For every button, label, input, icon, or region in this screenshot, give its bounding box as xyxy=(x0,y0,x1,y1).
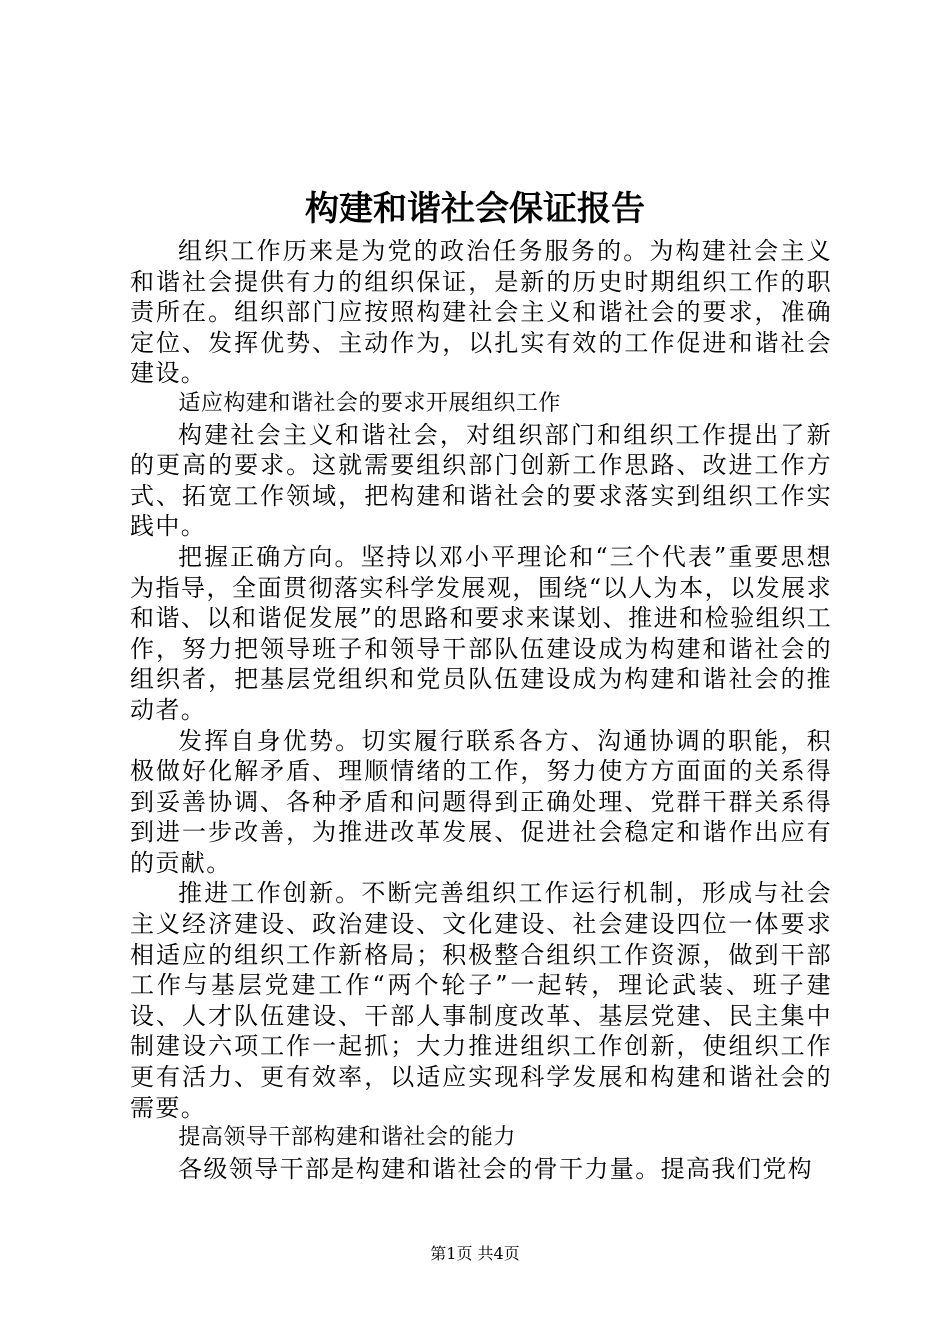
paragraph: 构建社会主义和谐社会，对组织部门和组织工作提出了新的更高的要求。这就需要组织部门创新工作思路、改进工作方式、拓宽工作领域，把构建和谐社会的要求落实到组织工作实践中。 xyxy=(130,420,832,541)
paragraph: 把握正确方向。坚持以邓小平理论和“三个代表”重要思想为指导，全面贯彻落实科学发展观，围绕“以人为本，以发展求和谐、以和谐促发展”的思路和要求来谋划、推进和检验组织工作，努力把领导班子和领导干部队伍建设成为构建和谐社会的组织者，把基层党组织和党员队伍建设成为构建和谐社会的推动者。 xyxy=(130,542,832,724)
section-heading: 提高领导干部构建和谐社会的能力 xyxy=(178,1125,516,1151)
document-title: 构建和谐社会保证报告 xyxy=(305,189,645,229)
paragraph: 发挥自身优势。切实履行联系各方、沟通协调的职能，积极做好化解矛盾、理顺情绪的工作，努力使方方面面的关系得到妥善协调、各种矛盾和问题得到正确处理、党群干群关系得到进一步改善，为推进改革发展、促进社会稳定和谐作出应有的贡献。 xyxy=(130,726,832,877)
paragraph: 推进工作创新。不断完善组织工作运行机制，形成与社会主义经济建设、政治建设、文化建设、社会建设四位一体要求相适应的组织工作新格局；积极整合组织工作资源，做到干部工作与基层党建工作“两个轮子”一起转，理论武装、班子建设、人才队伍建设、干部人事制度改革、基层党建、民主集中制建设六项工作一起抓；大力推进组织工作创新，使组织工作更有活力、更有效率，以适应实现科学发展和构建和谐社会的需要。 xyxy=(130,879,832,1122)
section-heading: 适应构建和谐社会的要求开展组织工作 xyxy=(178,390,561,416)
page-footer: 第1页 共4页 xyxy=(430,1244,520,1263)
document-body xyxy=(130,236,832,1184)
paragraph: 组织工作历来是为党的政治任务服务的。为构建社会主义和谐社会提供有力的组织保证，是新的历史时期组织工作的职责所在。组织部门应按照构建社会主义和谐社会的要求，准确定位、发挥优势、主动作为，以扎实有效的工作促进和谐社会建设。 xyxy=(130,237,832,388)
paragraph: 各级领导干部是构建和谐社会的骨干力量。提高我们党构 xyxy=(178,1154,813,1183)
